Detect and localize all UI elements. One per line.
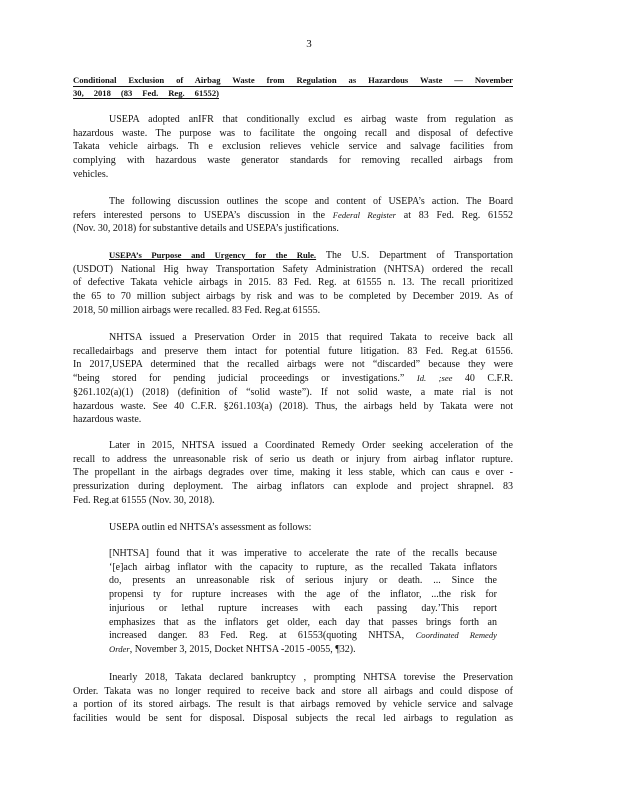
text-line: vehicles. xyxy=(73,168,109,180)
text-line xyxy=(73,372,513,386)
paragraph-3 xyxy=(73,249,513,318)
paragraph-7 xyxy=(73,671,513,726)
quote-line: emphasizes that as the inflators get older, each day that passes brings forth an xyxy=(109,616,497,628)
page-number: 3 xyxy=(306,38,312,50)
quote-line: propensi ty for rupture increases with the age of the inflator, ...the risk for xyxy=(109,589,497,601)
citation-see: ;see xyxy=(438,373,453,384)
text-line: facilities would be sent for disposal. Disposal subjects the recal led airbags to regulation as xyxy=(73,713,513,725)
citation-coordinated-remedy: Coordinated Remedy xyxy=(415,630,497,641)
citation-order: Order xyxy=(109,643,130,654)
text-line: The following discussion outlines the scope and content of USEPA’s action. The Board xyxy=(109,196,513,207)
text-segment: 40 C.F.R. xyxy=(464,373,513,385)
text-line: complying with hazardous waste generator standards for removing recalled airbags from xyxy=(73,155,513,167)
subsection-heading: USEPA’s Purpose and Urgency for the Rule. xyxy=(109,250,317,260)
text-line: of defective Takata vehicle airbags in 2015. 83 Fed. Reg. at 61555 n. 13. The recall prioritized xyxy=(73,277,513,289)
section-heading-line-1: Conditional Exclusion of Airbag Waste from Regulation as Hazardous Waste — November xyxy=(73,75,513,85)
quote-line xyxy=(109,643,497,657)
text-line: the 65 to 70 million subject airbags by risk and was to be completed by December 2019. As of xyxy=(73,291,513,303)
text-line: USEPA adopted anIFR that conditionally exclud es airbag waste from regulation as xyxy=(109,114,513,125)
text-line: (USDOT) National Hig hway Transportation Safety Administration (NHTSA) ordered the recall xyxy=(73,263,513,275)
text-line: The propellant in the airbags degrades over time, making it less stable, which can caus e over - xyxy=(73,467,513,479)
text-line: 2018, 50 million airbags were recalled. 83 Fed. Reg.at 61555. xyxy=(73,304,321,316)
text-line: In 2017,USEPA determined that the recalled airbags were not “discarded” because they were xyxy=(73,359,513,371)
text-line: NHTSA issued a Preservation Order in 2015 that required Takata to receive back all xyxy=(109,332,513,343)
quote-line: ‘[e]ach airbag inflator with the capacity to rupture, as the recalled Takata inflators xyxy=(109,561,497,573)
text-line: pressurization during deployment. The airbag inflators can explode and project shrapnel. 83 xyxy=(73,481,513,493)
text-line: Inearly 2018, Takata declared bankruptcy , prompting NHTSA torevise the Preservation xyxy=(109,672,513,683)
text-line: Takata vehicle airbags. Th e exclusion relieves vehicle service and salvage facilities from xyxy=(73,141,513,153)
quote-line: [NHTSA] found that it was imperative to accelerate the rate of the recalls because xyxy=(109,548,497,559)
paragraph-1 xyxy=(73,113,513,182)
citation-federal-register: Federal Register xyxy=(332,209,397,220)
text-line: hazardous waste. xyxy=(73,414,142,426)
text-line: Later in 2015, NHTSA issued a Coordinated Remedy Order seeking acceleration of the xyxy=(109,440,513,451)
text-line: §261.102(a)(1) (2018) (definition of “solid waste”). If not solid waste, a mate rial is not xyxy=(73,386,513,398)
section-heading-line-2: 30, 2018 (83 Fed. Reg. 61552) xyxy=(73,88,219,98)
text-line: hazardous waste. See 40 C.F.R. §261.103(a) (2018). Thus, the airbags held by Takata were not xyxy=(73,400,513,412)
text-line: recall to address the unreasonable risk of serio us death or injury from airbag inflator rupture. xyxy=(73,453,513,465)
text-segment: The U.S. Department of Transportation xyxy=(325,250,513,261)
text-line xyxy=(73,209,513,223)
paragraph-6 xyxy=(73,521,513,535)
text-line: Fed. Reg.at 61555 (Nov. 30, 2018). xyxy=(73,494,215,506)
text-line xyxy=(73,249,513,263)
quote-line: do, presents an unreasonable risk of serious injury or death. ... Since the xyxy=(109,575,497,587)
text-line: recalledairbags and preserve them intact for potential future litigation. 83 Fed. Reg.at 61556. xyxy=(73,345,513,357)
citation-id: Id. xyxy=(416,373,427,384)
text-segment: increased danger. 83 Fed. Reg. at 61553(quoting NHTSA, xyxy=(109,630,405,642)
quote-line: injurious or lethal rupture increases with each passing day.’This report xyxy=(109,602,497,614)
text-line: Order. Takata was no longer required to receive back and store all airbags and could dispose of xyxy=(73,685,513,697)
paragraph-4 xyxy=(73,331,513,427)
text-line: USEPA outlin ed NHTSA’s assessment as follows: xyxy=(109,522,312,533)
text-segment: at 83 Fed. Reg. 61552 xyxy=(403,209,514,221)
text-segment: “being stored for pending judicial proceedings or investigations.” xyxy=(73,373,405,385)
paragraph-2 xyxy=(73,195,513,236)
paragraph-5 xyxy=(73,439,513,508)
text-line: hazardous waste. The purpose was to facilitate the ongoing recall and disposal of defective xyxy=(73,127,513,139)
text-line: (Nov. 30, 2018) for substantive details and USEPA’s justifications. xyxy=(73,223,339,235)
text-segment: , November 3, 2015, Docket NHTSA -2015 -0055, ¶32). xyxy=(129,643,356,655)
text-line: a portion of its stored airbags. The result is that airbags removed by vehicle service and salvage xyxy=(73,699,513,711)
text-segment: refers interested persons to USEPA’s discussion in the xyxy=(73,209,326,221)
quote-line xyxy=(109,629,497,643)
block-quote xyxy=(109,547,497,657)
